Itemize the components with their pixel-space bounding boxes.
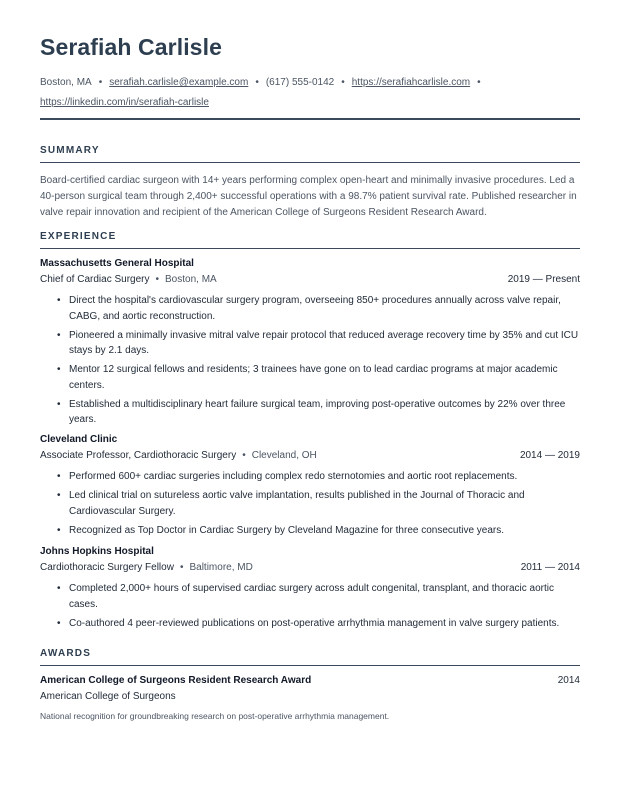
- job-bullets: [40, 469, 580, 538]
- list-item: • Co-authored 4 peer-reviewed publications on post-operative arrhythmia management in valve surgery patients.: [40, 616, 580, 632]
- separator: •: [341, 77, 345, 88]
- job-location: Baltimore, MD: [189, 562, 253, 573]
- contact-line: [40, 73, 580, 113]
- awards-heading: AWARDS: [40, 648, 92, 659]
- job-role: Cardiothoracic Surgery Fellow: [40, 562, 174, 573]
- award-description: National recognition for groundbreaking research on post-operative arrhythmia management.: [40, 711, 390, 721]
- experience-divider: [40, 248, 580, 249]
- job-dates: 2011 — 2014: [520, 562, 580, 573]
- summary-divider: [40, 162, 580, 163]
- job-role: Chief of Cardiac Surgery: [40, 274, 150, 285]
- job-entry: [40, 257, 580, 431]
- separator: •: [98, 77, 103, 88]
- company-name: Cleveland Clinic: [40, 434, 118, 445]
- job-entry: [40, 433, 580, 542]
- job-role: Associate Professor, Cardiothoracic Surgery: [40, 450, 237, 461]
- separator: •: [477, 77, 481, 88]
- header-divider: [40, 118, 580, 120]
- list-item: • Direct the hospital's cardiovascular surgery program, overseeing 850+ procedures annually across valve repair, CABG, and aortic reconstruction.: [40, 293, 580, 324]
- linkedin-link[interactable]: https://linkedin.com/in/serafiah-carlisle: [40, 97, 209, 108]
- award-organization: American College of Surgeons: [40, 691, 176, 702]
- job-dates: 2014 — 2019: [519, 450, 580, 461]
- location-text: Boston, MA: [40, 77, 92, 88]
- candidate-name: Serafiah Carlisle: [40, 34, 222, 60]
- job-dates: 2019 — Present: [507, 274, 580, 285]
- summary-heading: SUMMARY: [40, 145, 100, 156]
- list-item: • Pioneered a minimally invasive mitral valve repair protocol that reduced average recovery time by 35% and cut ICU stays by 2.1 days.: [40, 328, 580, 359]
- award-entry: [40, 674, 580, 723]
- list-item: • Mentor 12 surgical fellows and residents; 3 trainees have gone on to lead cardiac programs at major academic centers.: [40, 362, 580, 393]
- summary-text: Board-certified cardiac surgeon with 14+ years performing complex open-heart and minimally invasive procedures. Led a 40-person surgical team through 2,400+ successful operations with a 98.7% patient survival rate. Published researcher in valve repair innovation and recipient of the American College of Surgeons Resident Research Award.: [40, 175, 577, 218]
- company-name: Johns Hopkins Hospital: [40, 546, 154, 557]
- award-name: American College of Surgeons Resident Research Award: [40, 675, 312, 686]
- role-line: [40, 448, 580, 464]
- role-line: [40, 560, 580, 576]
- job-entry: [40, 545, 580, 635]
- separator: •: [179, 562, 184, 573]
- job-location: Cleveland, OH: [251, 450, 317, 461]
- list-item: • Led clinical trial on sutureless aortic valve implantation, results published in the Journal of Thoracic and Cardiovascular Surgery.: [40, 488, 580, 519]
- job-location: Boston, MA: [165, 274, 217, 285]
- separator: •: [255, 77, 259, 88]
- separator: •: [242, 450, 246, 461]
- role-line: [40, 272, 580, 288]
- list-item: • Performed 600+ cardiac surgeries including complex redo sternotomies and aortic root replacements.: [40, 469, 580, 485]
- award-year: 2014: [557, 675, 580, 686]
- list-item: • Recognized as Top Doctor in Cardiac Surgery by Cleveland Magazine for three consecutive years.: [40, 523, 580, 539]
- phone-text: (617) 555-0142: [265, 77, 335, 88]
- awards-divider: [40, 665, 580, 666]
- experience-heading: EXPERIENCE: [40, 231, 117, 242]
- award-title-line: [40, 674, 580, 688]
- company-name: Massachusetts General Hospital: [40, 258, 194, 269]
- job-bullets: [40, 581, 580, 631]
- separator: •: [155, 274, 160, 285]
- list-item: • Completed 2,000+ hours of supervised cardiac surgery across adult congenital, transplant, and thoracic aortic cases.: [40, 581, 580, 612]
- email-link[interactable]: serafiah.carlisle@example.com: [109, 77, 249, 88]
- website-link[interactable]: https://serafiahcarlisle.com: [351, 77, 471, 88]
- job-bullets: [40, 293, 580, 428]
- list-item: • Established a multidisciplinary heart failure surgical team, improving post-operative outcomes by 22% over three years.: [40, 397, 580, 428]
